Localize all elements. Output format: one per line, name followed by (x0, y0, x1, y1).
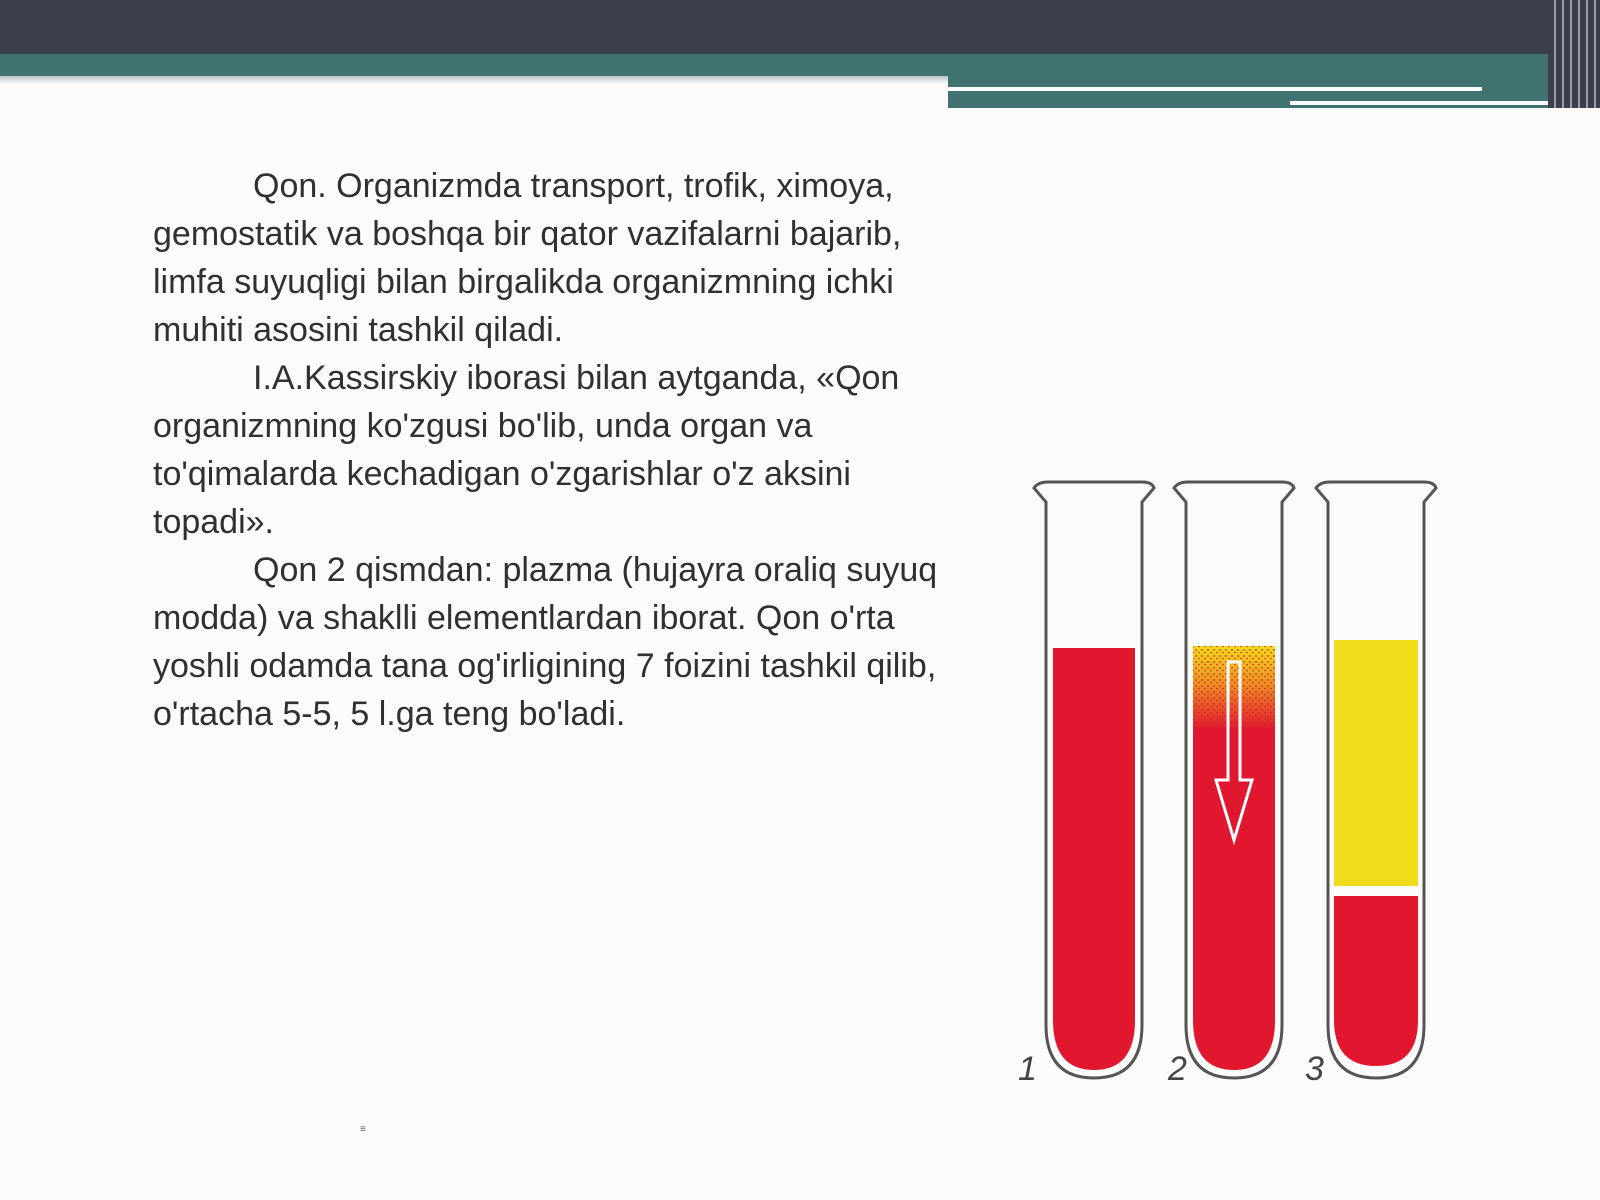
paragraph-blood-composition: Qon 2 qismdan: plazma (hujayra oraliq suyuq modda) va shaklli elementlardan iborat. Qon o'rta yoshli odamda tana og'irligining 7 foizini tashkil qilib, o'rtacha 5-5, 5 l.ga teng bo'ladi. (153, 551, 938, 733)
test-tube-3 (1316, 482, 1436, 1078)
settling-gradient (1193, 646, 1275, 786)
blood-cells-layer (1334, 896, 1418, 1066)
footnote-mark: ≡ (360, 1124, 366, 1135)
plasma-layer (1334, 640, 1418, 886)
accent-band (0, 54, 1600, 76)
title-bar (0, 0, 1600, 54)
accent-line (948, 87, 1482, 91)
accent-line (1290, 101, 1570, 105)
test-tube-2 (1174, 482, 1294, 1078)
accent-band-shadow (0, 76, 948, 84)
decorative-edge (1548, 0, 1600, 108)
tube-label-1: 1 (1018, 1050, 1037, 1088)
paragraph-blood-functions: Qon. Organizmda transport, trofik, ximoya, gemostatik va boshqa bir qator vazifalarni bajarib, limfa suyuqligi bilan birgalikda organizmning ichki muhiti asosini tashkil qiladi. (153, 167, 902, 349)
test-tubes-figure (1018, 480, 1480, 1120)
blood-fill (1053, 648, 1135, 1070)
tube-label-2: 2 (1168, 1050, 1187, 1088)
tube-label-3: 3 (1305, 1050, 1324, 1088)
slide-body-text (153, 162, 973, 738)
test-tube-1 (1034, 482, 1154, 1078)
paragraph-kassirskiy-quote: I.A.Kassirskiy iborasi bilan aytganda, «Qon organizmning ko'zgusi bo'lib, unda organ va to'qimalarda kechadigan o'zgarishlar o'z aksini topadi». (153, 359, 900, 541)
